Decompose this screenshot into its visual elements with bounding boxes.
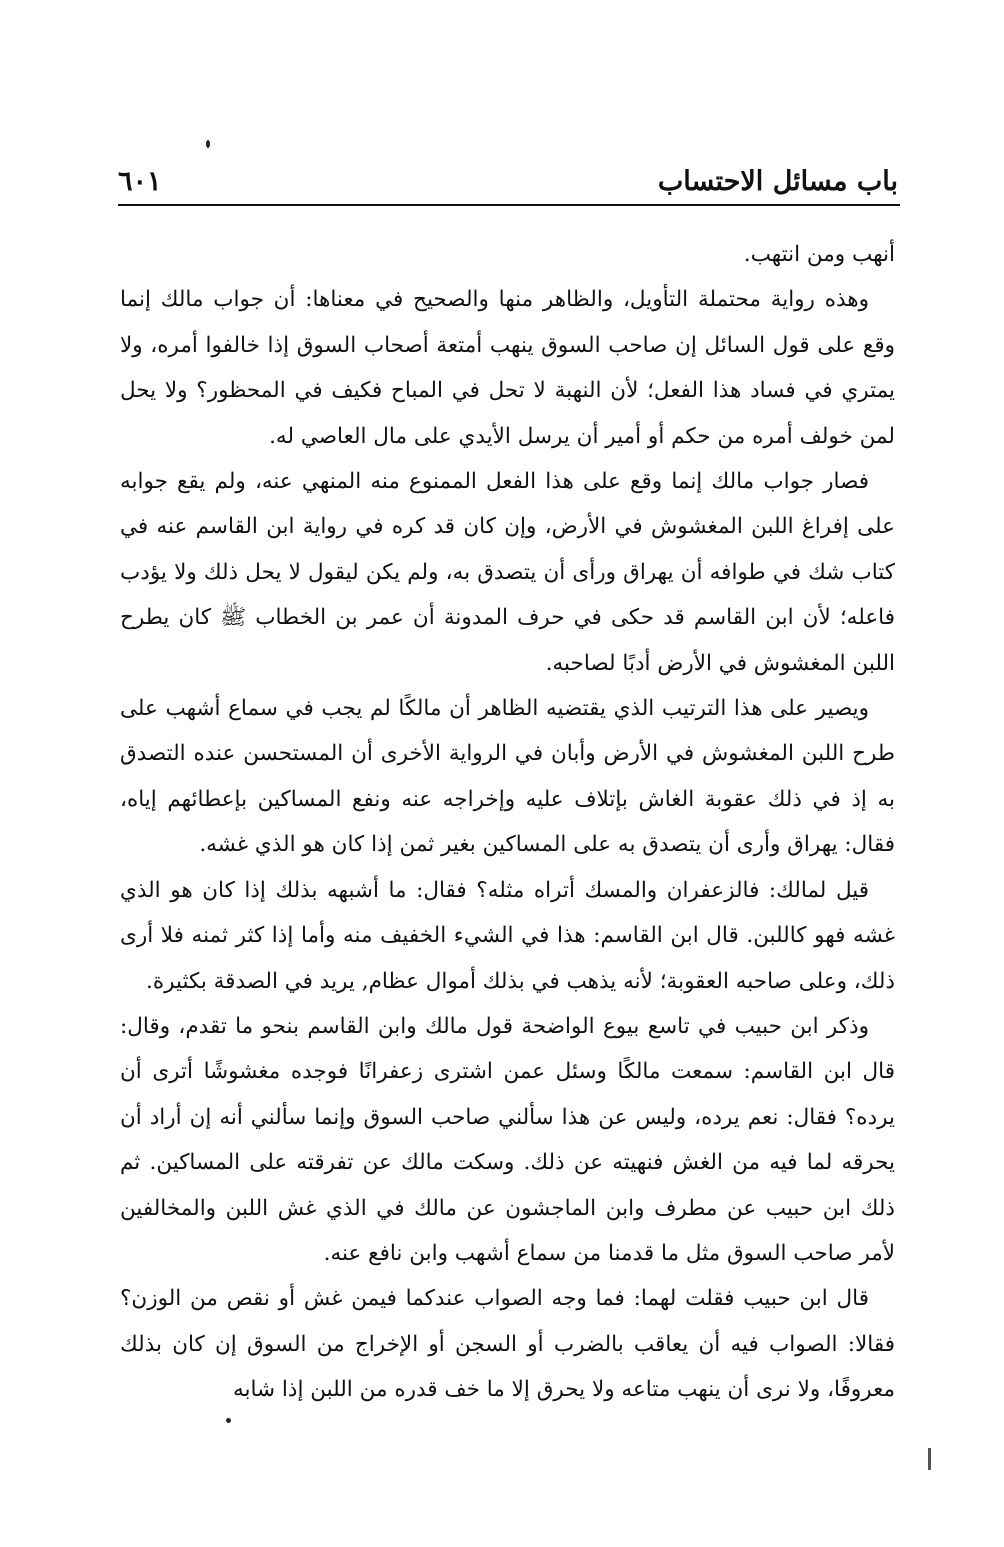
ink-speck [206, 140, 210, 148]
body-text [120, 232, 895, 1413]
paragraph-continuation: أنهب ومن انتهب. [743, 242, 895, 267]
ink-speck [226, 1418, 231, 1423]
scan-edge-mark [928, 1448, 931, 1470]
paragraph: قيل لمالك: فالزعفران والمسك أتراه مثله؟ فقال: ما أشبهه بذلك إذا كان هو الذي غشه فهو كاللبن. قال ابن القاسم: هذا في الشيء الخفيف منه وأما إذا كثر ثمنه فلا أرى ذلك، وعلى صاحبه العقوبة؛ لأنه يذهب في بذلك أموال عظام, يريد في الصدقة بكثيرة. [120, 877, 895, 994]
paragraph: ويصير على هذا الترتيب الذي يقتضيه الظاهر أن مالكًا لم يجب في سماع أشهب على طرح اللبن المغشوش في الأرض وأبان في الرواية الأخرى أن المستحسن عنده التصدق به إذ في ذلك عقوبة الغاش بإتلاف عليه وإخراجه عنه ونفع المساكين بإعطائهم إياه، فقال: يهراق وأرى أن يتصدق به على المساكين بغير ثمن إذا كان هو الذي غشه. [120, 696, 895, 858]
page-number: ٦٠١ [118, 166, 162, 197]
running-header [118, 162, 898, 206]
paragraph: فصار جواب مالك إنما وقع على هذا الفعل الممنوع منه المنهي عنه، ولم يقع جوابه على إفراغ اللبن المغشوش في الأرض، وإن كان قد كره في رواية ابن القاسم عنه في كتاب شك في طوافه أن يهراق ورأى أن يتصدق به، ولم يكن ليقول لا يحل ذلك ولا يؤدب فاعله؛ لأن ابن القاسم قد حكى في حرف المدونة أن عمر بن الخطاب ﷺ كان يطرح اللبن المغشوش في الأرض أدبًا لصاحبه. [120, 469, 895, 676]
paragraph: وهذه رواية محتملة التأويل، والظاهر منها والصحيح في معناها: أن جواب مالك إنما وقع على قول السائل إن صاحب السوق ينهب أمتعة أصحاب السوق إذا خالفوا أمره، ولا يمتري في فساد هذا الفعل؛ لأن النهبة لا تحل في المباح فكيف في المحظور؟ ولا يحل لمن خولف أمره من حكم أو أمير أن يرسل الأيدي على مال العاصي له. [120, 287, 895, 449]
paragraph: وذكر ابن حبيب في تاسع بيوع الواضحة قول مالك وابن القاسم بنحو ما تقدم، وقال: قال ابن القاسم: سمعت مالكًا وسئل عمن اشترى زعفرانًا فوجده مغشوشًا أترى أن يرده؟ فقال: نعم يرده، وليس عن هذا سألني صاحب السوق وإنما سألني أنه إن أراد أن يحرقه لما فيه من الغش فنهيته عن ذلك. وسكت مالك عن تفرقته على المساكين. ثم ذلك ابن حبيب عن مطرف وابن الماجشون عن مالك في الذي غش اللبن والمخالفين لأمر صاحب السوق مثل ما قدمنا من سماع أشهب وابن نافع عنه. [120, 1013, 895, 1266]
header-rule [118, 204, 900, 206]
chapter-title: باب مسائل الاحتساب [657, 166, 898, 197]
paragraph: قال ابن حبيب فقلت لهما: فما وجه الصواب عندكما فيمن غش أو نقص من الوزن؟ فقالا: الصواب فيه أن يعاقب بالضرب أو السجن أو الإخراج من السوق إن كان بذلك معروفًا، ولا نرى أن ينهب متاعه ولا يحرق إلا ما خف قدره من اللبن إذا شابه [120, 1286, 895, 1403]
